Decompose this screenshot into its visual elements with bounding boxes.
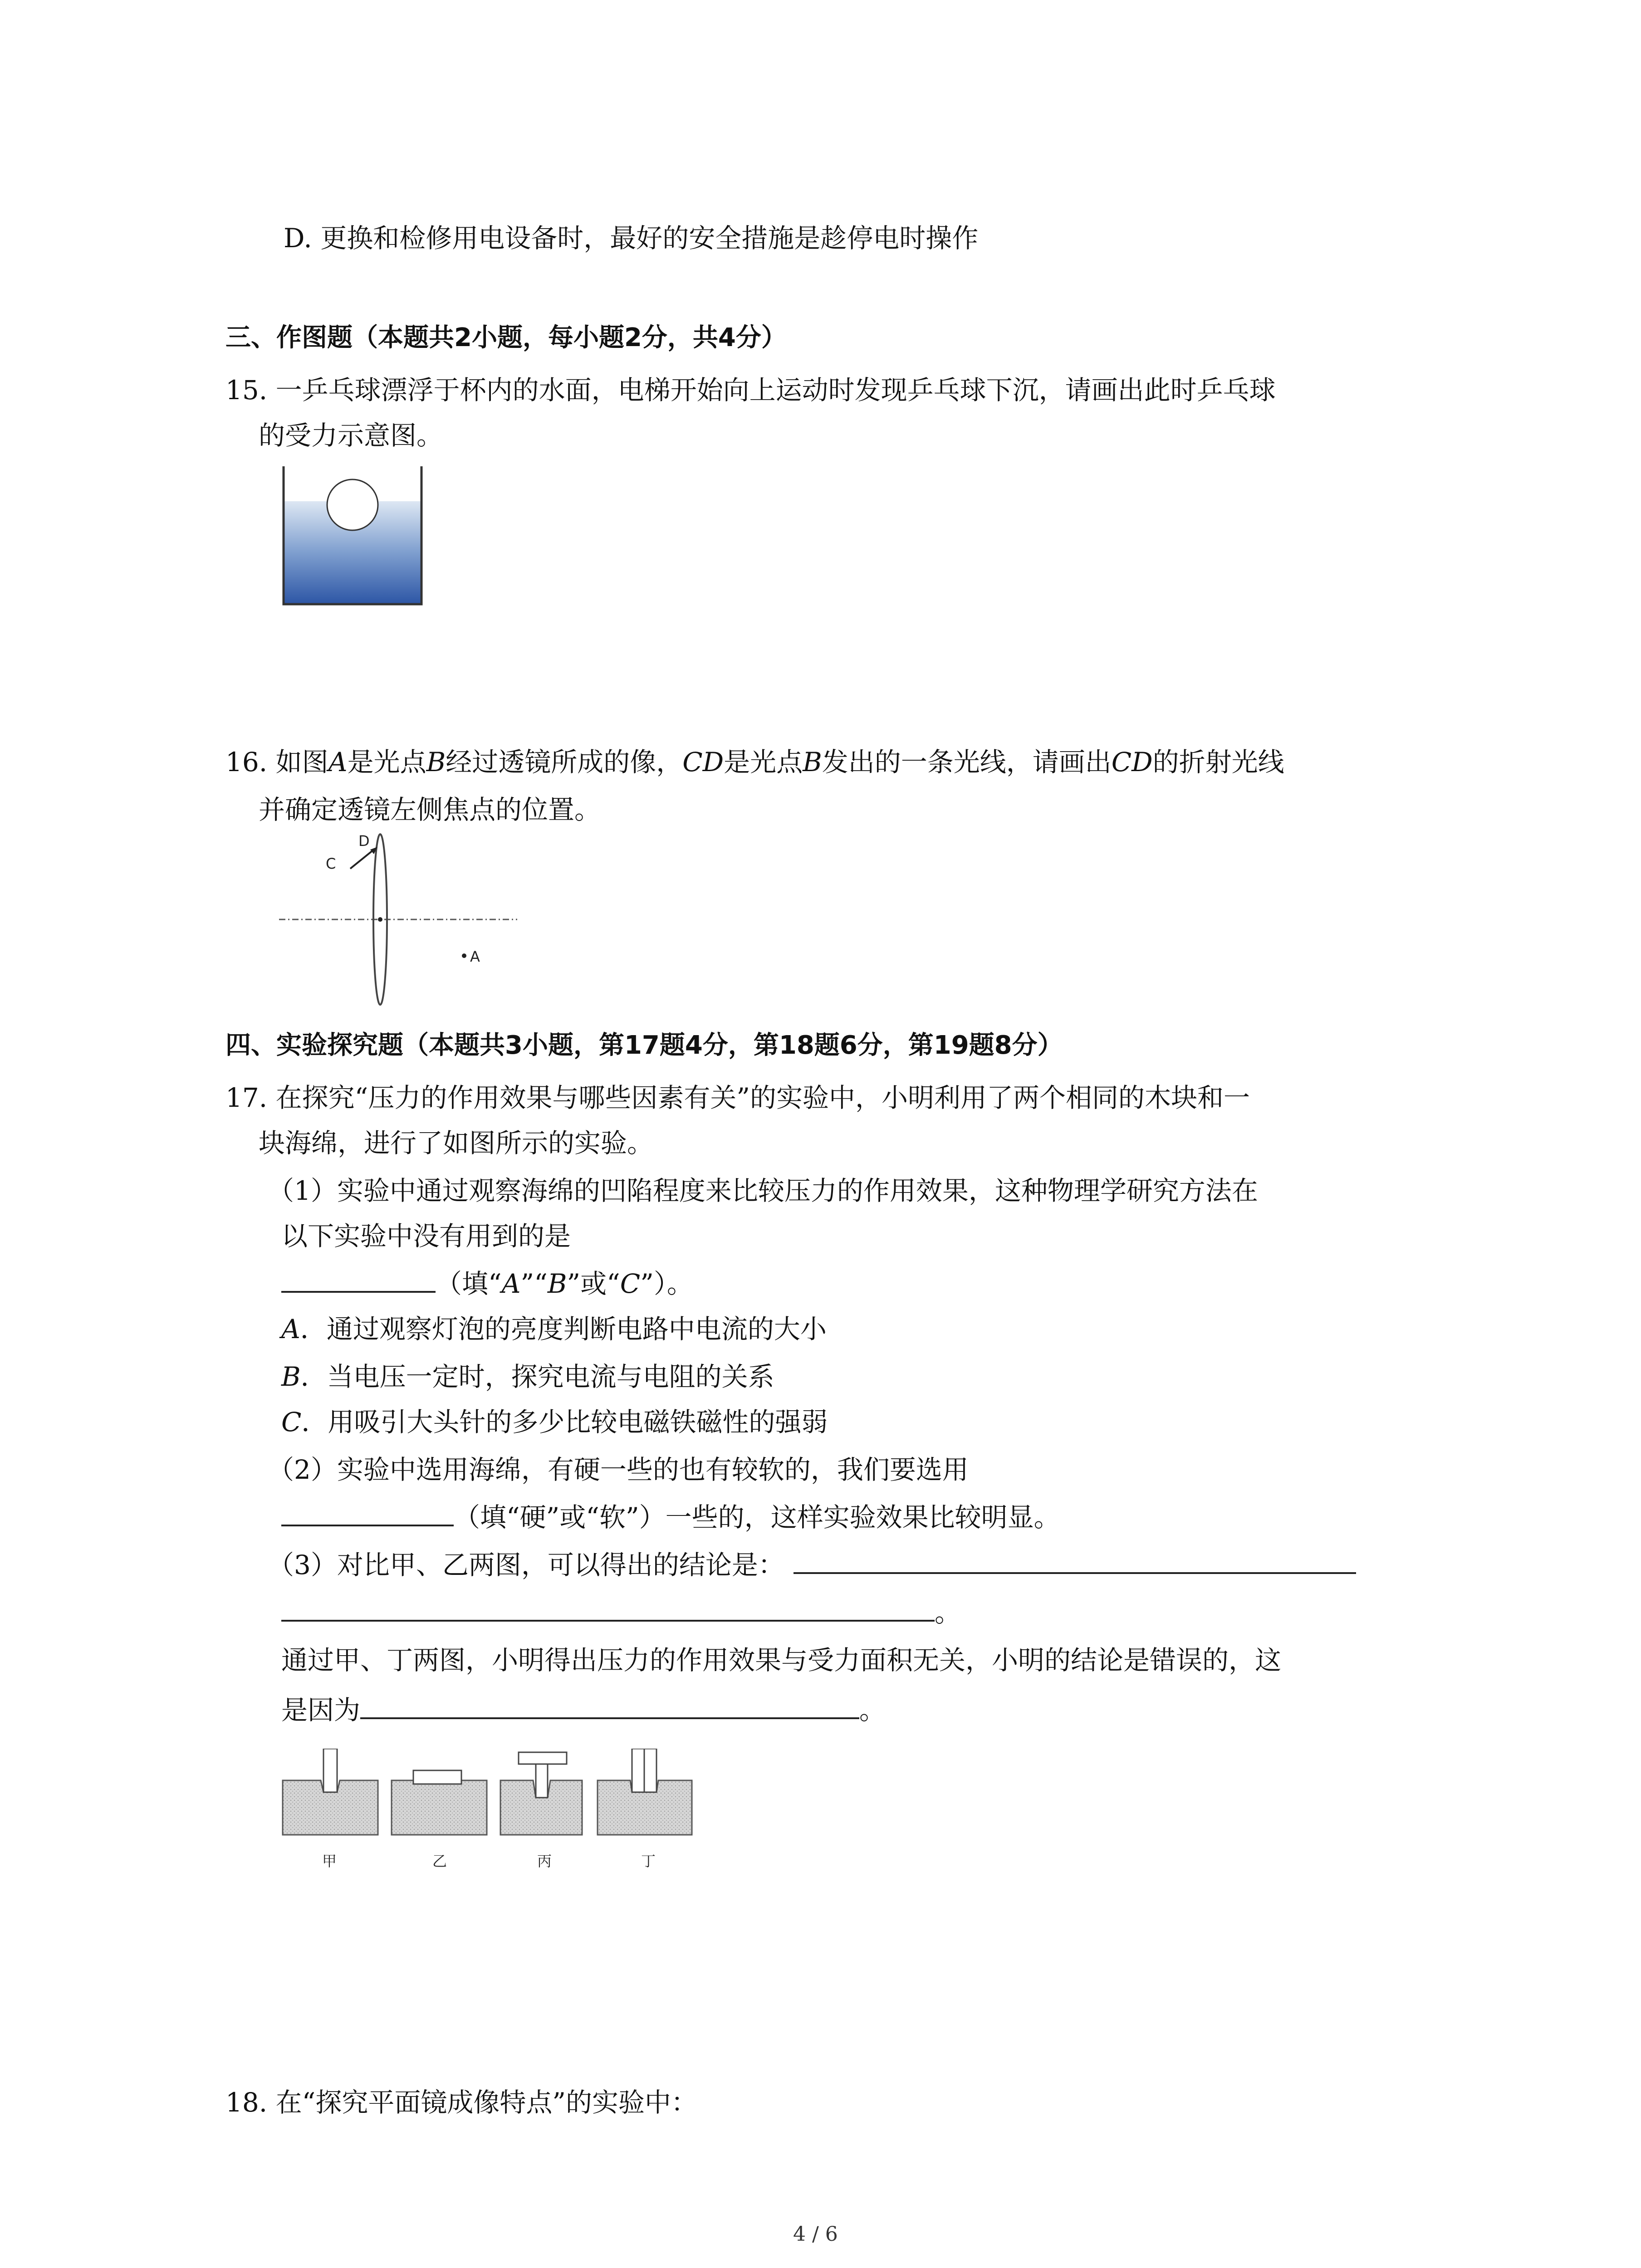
sponge-experiment-figure	[279, 1749, 710, 1848]
q17-line1: 17. 在探究“压力的作用效果与哪些因素有关”的实验中，小明利用了两个相同的木块和一	[225, 1082, 1250, 1113]
q17-sub3-line4	[281, 1692, 886, 1728]
block-left	[632, 1749, 644, 1792]
q17-sub2-answer-line	[281, 1499, 1060, 1535]
block-stem	[536, 1764, 548, 1798]
sponge-yi	[392, 1770, 487, 1835]
q17-sub3-line3: 通过甲、丁两图，小明得出压力的作用效果与受力面积无关，小明的结论是错误的，这	[281, 1645, 1282, 1676]
q17-sub3-line1	[268, 1547, 1356, 1583]
label-yi: 乙	[432, 1853, 447, 1870]
ray-cd	[350, 850, 374, 869]
label-a: A	[470, 948, 480, 965]
block-top	[519, 1752, 567, 1764]
q17-option-b: B．当电压一定时，探究电流与电阻的关系	[281, 1361, 774, 1392]
block-right	[644, 1749, 656, 1792]
sponge-jia	[283, 1749, 378, 1835]
label-ding: 丁	[641, 1853, 656, 1870]
q17-sub3-prompt: （3）对比甲、乙两图，可以得出的结论是：	[268, 1549, 784, 1580]
label-c: C	[326, 855, 336, 872]
q16-line2: 并确定透镜左侧焦点的位置。	[259, 794, 601, 825]
q17-option-c: C．用吸引大头针的多少比较电磁铁磁性的强弱	[281, 1407, 828, 1437]
ping-pong-ball	[327, 479, 378, 530]
answer-blank-5[interactable]	[360, 1692, 859, 1719]
q17-sub1-line1: （1）实验中通过观察海绵的凹陷程度来比较压力的作用效果，这种物理学研究方法在	[268, 1175, 1258, 1206]
q17-sub3-because: 是因为	[281, 1695, 361, 1725]
answer-blank-3[interactable]	[794, 1547, 1356, 1574]
answer-blank-4[interactable]	[281, 1594, 935, 1622]
q17-option-a: A．通过观察灯泡的亮度判断电路中电流的大小	[281, 1314, 827, 1344]
label-bing: 丙	[537, 1853, 552, 1870]
section-three-title: 三、作图题（本题共2小题，每小题2分，共4分）	[225, 323, 787, 352]
answer-blank-2[interactable]	[281, 1499, 454, 1526]
q15-line1: 15. 一乒乓球漂浮于杯内的水面，电梯开始向上运动时发现乒乓球下沉，请画出此时乒乓球	[225, 375, 1276, 406]
q17-line2: 块海绵，进行了如图所示的实验。	[259, 1128, 654, 1158]
q17-sub1-fill: （填“A”“B”或“C”）。	[436, 1268, 693, 1299]
water-cup-figure	[279, 463, 429, 608]
q17-sub3-line4-end: 。	[859, 1695, 886, 1725]
q17-sub2-fill: （填“硬”或“软”）一些的，这样实验效果比较明显。	[454, 1502, 1060, 1533]
option-d: D. 更换和检修用电设备时，最好的安全措施是趁停电时操作	[284, 223, 979, 254]
point-a	[462, 953, 466, 958]
q17-sub3-line2	[281, 1594, 961, 1631]
q15-line2: 的受力示意图。	[259, 420, 443, 451]
label-d: D	[358, 832, 370, 850]
page-number: 4 / 6	[793, 2223, 838, 2246]
q16-line1: 16. 如图A是光点B经过透镜所成的像，CD是光点B发出的一条光线，请画出CD的折射光线	[225, 747, 1284, 777]
q17-sub2-line1: （2）实验中选用海绵，有硬一些的也有较软的，我们要选用	[268, 1454, 969, 1485]
lens-figure	[277, 832, 522, 1009]
section-four-title: 四、实验探究题（本题共3小题，第17题4分，第18题6分，第19题8分）	[225, 1031, 1063, 1060]
block-upright	[323, 1749, 337, 1792]
q17-sub1-answer-line	[281, 1266, 693, 1302]
sponge-ding	[598, 1749, 692, 1835]
block-flat	[413, 1770, 461, 1784]
optical-center	[378, 917, 382, 922]
label-jia: 甲	[322, 1853, 337, 1870]
q17-sub1-line2: 以下实验中没有用到的是	[281, 1221, 571, 1251]
q18-line1: 18. 在“探究平面镜成像特点”的实验中：	[225, 2087, 697, 2118]
sponge-bing	[500, 1752, 582, 1835]
answer-blank-1[interactable]	[281, 1266, 436, 1293]
q17-sub3-end: 。	[935, 1597, 961, 1628]
